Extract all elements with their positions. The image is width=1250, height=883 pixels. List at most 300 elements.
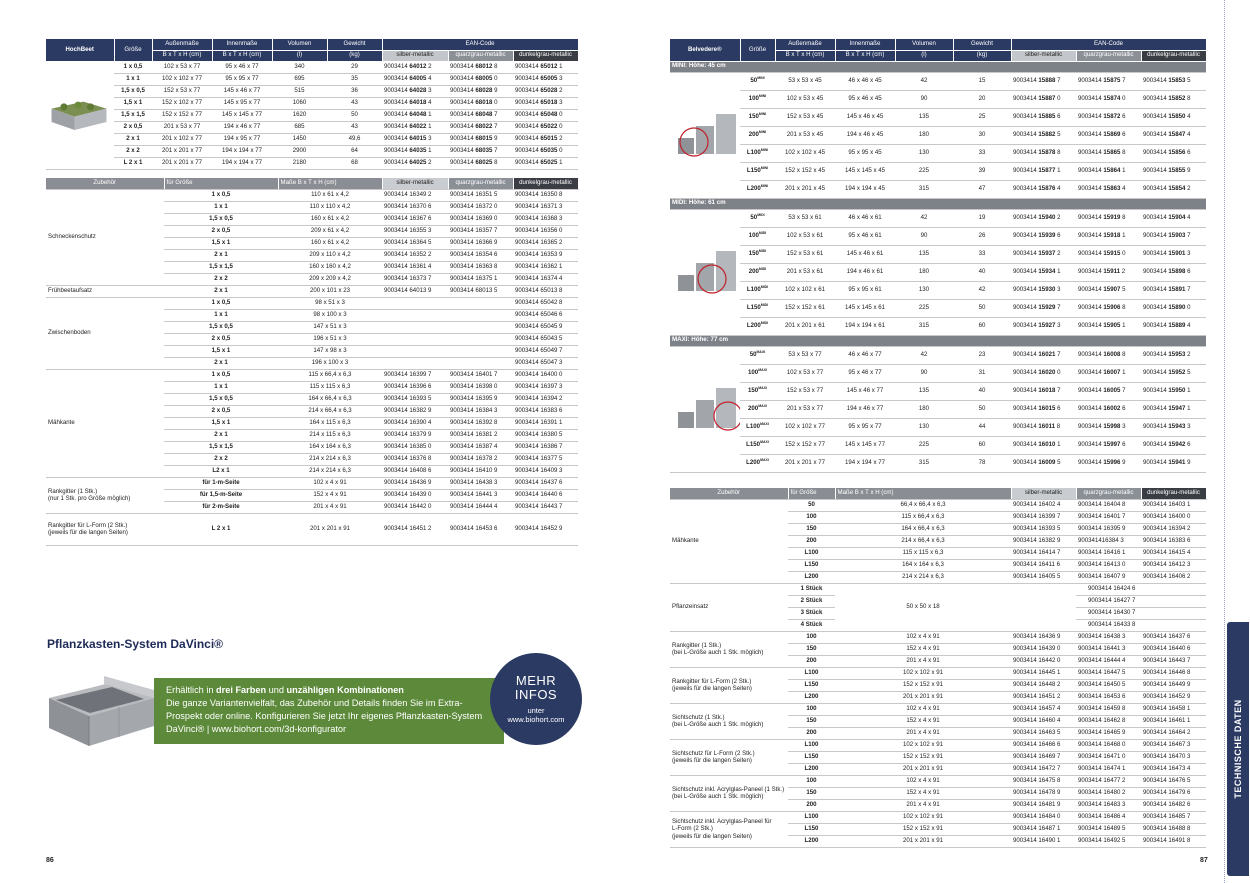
ean-cell: 9003414 65022 0	[513, 121, 578, 133]
ean-dunkel: 9003414 65047 3	[513, 357, 578, 369]
ean-silber: 9003414 16364 5	[382, 237, 448, 249]
ean-dunkel: 9003414 16383 6	[1141, 535, 1206, 547]
ean-quarz: 9003414 16453 6	[448, 513, 513, 545]
col-zubehoer: Zubehör	[670, 488, 788, 499]
dimensions: 201 x 201 x 91	[278, 513, 382, 545]
size: L100	[788, 547, 835, 559]
ean-silber: 9003414 64013 9	[382, 285, 448, 297]
belvedere-maxi-image	[672, 378, 740, 438]
ean-quarz: 9003414 16387 4	[448, 441, 513, 453]
ean-dunkel: 9003414 16394 2	[1141, 523, 1206, 535]
ean-cell: 9003414 68005 0	[448, 73, 513, 85]
aussen: 102 x 53 x 61	[775, 227, 835, 245]
accessory-label: Schneckenschutz	[46, 189, 164, 285]
gewicht: 47	[953, 180, 1011, 198]
page-number-left: 86	[46, 857, 54, 864]
ean-quarz: 9003414 16480 2	[1076, 787, 1141, 799]
ean-dunkel: 9003414 16437 6	[1141, 631, 1206, 643]
ean-cell: 9003414 64022 1	[382, 121, 448, 133]
unit-btxh: B x T x H (cm)	[152, 50, 212, 61]
ean-cell: 9003414 16008 8	[1076, 346, 1141, 364]
ean-cell: 9003414 15850 4	[1141, 108, 1206, 126]
table-row	[670, 180, 1206, 198]
accessory-label: Pflanzeinsatz	[670, 583, 788, 631]
dimensions: 214 x 214 x 6,3	[278, 453, 382, 465]
dimensions: 98 x 51 x 3	[278, 297, 382, 309]
ean-cell: 9003414 15855 9	[1141, 162, 1206, 180]
table-row	[46, 297, 578, 309]
ean-cell: 9003414 68035 7	[448, 145, 513, 157]
aussen: 102 x 102 x 45	[775, 144, 835, 162]
aussen: 201 x 201 x 77	[152, 145, 212, 157]
ean-cell: 9003414 15901 3	[1141, 245, 1206, 263]
ean-dunkel: 9003414 16482 6	[1141, 799, 1206, 811]
innen: 194 x 194 x 45	[835, 180, 895, 198]
ean-cell: 9003414 15998 3	[1076, 418, 1141, 436]
ean-silber	[382, 297, 448, 309]
ean-dunkel: 9003414 16412 3	[1141, 559, 1206, 571]
col-gewicht: Gewicht	[327, 39, 382, 50]
ean-silber: 9003414 16382 9	[1011, 535, 1076, 547]
ean-quarz: 9003414 16477 2	[1076, 775, 1141, 787]
table-row	[670, 144, 1206, 162]
ean-cell: 9003414 15940 2	[1011, 209, 1076, 227]
table-row	[670, 72, 1206, 90]
size: 1,5 x 1	[164, 237, 278, 249]
ean-quarz: 9003414 16401 7	[448, 369, 513, 381]
table-row	[670, 631, 1206, 643]
size: $150^{MINI}$	[740, 108, 775, 126]
ean-dunkel: 9003414 16368 3	[513, 213, 578, 225]
innen: 145 x 46 x 45	[835, 108, 895, 126]
ean-cell: 9003414 15898 6	[1141, 263, 1206, 281]
ean-silber: 9003414 16370 6	[382, 201, 448, 213]
ean-silber: 9003414 16405 5	[1011, 571, 1076, 583]
gewicht: 33	[953, 144, 1011, 162]
innen: 194 x 46 x 61	[835, 263, 895, 281]
table-row	[670, 90, 1206, 108]
ean-dunkel: 9003414 16386 7	[513, 441, 578, 453]
col-innen: Innenmaße	[835, 39, 895, 50]
innen: 46 x 46 x 77	[835, 346, 895, 364]
innen: 194 x 46 x 77	[835, 400, 895, 418]
ean-quarz: 9003414 16381 2	[448, 429, 513, 441]
ean-cell: 9003414 16007 1	[1076, 364, 1141, 382]
ean-cell: 9003414 68048 7	[448, 109, 513, 121]
aussen: 102 x 53 x 77	[152, 61, 212, 73]
col-zubehoer: Zubehör	[46, 178, 164, 189]
aussen: 201 x 201 x 45	[775, 180, 835, 198]
ean-cell: 9003414 15889 4	[1141, 317, 1206, 335]
size: 1 x 1	[164, 201, 278, 213]
dimensions: 102 x 102 x 91	[835, 667, 1011, 679]
product-name: HochBeet	[46, 39, 114, 61]
table-row	[670, 454, 1206, 472]
volumen: 515	[272, 85, 327, 97]
ean-cell: 9003414 65025 1	[513, 157, 578, 169]
ean-dunkel: 9003414 16400 0	[513, 369, 578, 381]
ean-silber: 9003414 16408 6	[382, 465, 448, 477]
ean-quarz: 9003414 16444 4	[1076, 655, 1141, 667]
dimensions: 50 x 50 x 18	[835, 583, 1011, 631]
aussen: 201 x 201 x 77	[152, 157, 212, 169]
innen: 194 x 194 x 77	[835, 454, 895, 472]
volumen: 685	[272, 121, 327, 133]
innen: 194 x 194 x 77	[212, 145, 272, 157]
belvedere-image-cell	[670, 72, 740, 198]
size: $150^{MIDI}$	[740, 245, 775, 263]
davinci-planter-image	[44, 668, 159, 750]
ean-silber: 9003414 16451 2	[382, 513, 448, 545]
dimensions: 66,4 x 66,4 x 6,3	[835, 499, 1011, 511]
size: $L100^{MINI}$	[740, 144, 775, 162]
ean-cell: 9003414 16020 0	[1011, 364, 1076, 382]
aussen: 53 x 53 x 45	[775, 72, 835, 90]
size: L150	[788, 823, 835, 835]
ean-quarz: 9003414 16486 4	[1076, 811, 1141, 823]
unit-btxh: B x T x H (cm)	[835, 50, 895, 61]
size: $200^{MIDI}$	[740, 263, 775, 281]
ean-quarz: 9003414 16441 3	[1076, 643, 1141, 655]
ean-dunkel: 9003414 16371 3	[513, 201, 578, 213]
size: 2 x 2	[164, 453, 278, 465]
ean-quarz: 9003414 16483 3	[1076, 799, 1141, 811]
ean-silber: 9003414 16436 9	[382, 477, 448, 489]
aussen: 201 x 53 x 77	[152, 121, 212, 133]
ean-dunkel: 9003414 16365 2	[513, 237, 578, 249]
volumen: 2180	[272, 157, 327, 169]
volumen: 135	[895, 245, 953, 263]
innen: 194 x 46 x 77	[212, 121, 272, 133]
ean-cell: 9003414 16424 6	[1076, 583, 1206, 595]
size: $100^{MAXI}$	[740, 364, 775, 382]
ean-dunkel: 9003414 16452 9	[1141, 691, 1206, 703]
ean-quarz: 9003414 16410 9	[448, 465, 513, 477]
ean-quarz	[448, 333, 513, 345]
ean-quarz	[448, 321, 513, 333]
gewicht: 19	[953, 209, 1011, 227]
col-groesse: Größe	[740, 39, 775, 61]
ean-cell: 9003414 15887 0	[1011, 90, 1076, 108]
belvedere-image-cell	[670, 209, 740, 335]
ean-dunkel: 9003414 16400 0	[1141, 511, 1206, 523]
gewicht: 25	[953, 108, 1011, 126]
dimensions: 102 x 4 x 91	[278, 477, 382, 489]
unit-btxh: B x T x H (cm)	[212, 50, 272, 61]
ean-silber: 9003414 16442 0	[1011, 655, 1076, 667]
col-dunkel: dunkelgrau-metallic	[1141, 488, 1206, 499]
ean-dunkel: 9003414 65049 7	[513, 345, 578, 357]
ean-cell: 9003414 15888 7	[1011, 72, 1076, 90]
volumen: 130	[895, 144, 953, 162]
aussen: 152 x 152 x 77	[775, 436, 835, 454]
ean-cell: 9003414 15939 6	[1011, 227, 1076, 245]
size: $200^{MAXI}$	[740, 400, 775, 418]
innen: 95 x 95 x 77	[212, 73, 272, 85]
gewicht: 33	[953, 245, 1011, 263]
section-header: MAXI: Höhe: 77 cm	[670, 335, 1206, 346]
ean-silber: 9003414 16373 7	[382, 273, 448, 285]
ean-quarz: 9003414 16438 3	[448, 477, 513, 489]
gewicht: 43	[327, 97, 382, 109]
ean-silber: 9003414 16414 7	[1011, 547, 1076, 559]
ean-cell: 9003414 15869 6	[1076, 126, 1141, 144]
gewicht: 40	[953, 382, 1011, 400]
ean-cell: 9003414 15872 6	[1076, 108, 1141, 126]
hochbeet-table	[46, 39, 579, 170]
ean-silber	[382, 357, 448, 369]
innen: 194 x 194 x 77	[212, 157, 272, 169]
size: 150	[788, 715, 835, 727]
ean-cell: 9003414 64012 2	[382, 61, 448, 73]
ean-dunkel: 9003414 16443 7	[1141, 655, 1206, 667]
unit-l: (l)	[895, 50, 953, 61]
dimensions: 115 x 115 x 6,3	[278, 381, 382, 393]
ean-cell: 9003414 65028 2	[513, 85, 578, 97]
volumen: 42	[895, 72, 953, 90]
col-volumen: Volumen	[895, 39, 953, 50]
size: $L100^{MAXI}$	[740, 418, 775, 436]
ean-silber: 9003414 16393 5	[382, 393, 448, 405]
aussen: 102 x 102 x 77	[152, 73, 212, 85]
gewicht: 15	[953, 72, 1011, 90]
ean-quarz	[448, 357, 513, 369]
table-row	[670, 418, 1206, 436]
ean-silber: 9003414 16469 7	[1011, 751, 1076, 763]
aussen: 102 x 53 x 77	[775, 364, 835, 382]
ean-silber: 9003414 16478 9	[1011, 787, 1076, 799]
ean-silber: 9003414 16382 9	[382, 405, 448, 417]
aussen: 201 x 53 x 61	[775, 263, 835, 281]
accessory-label: Sichtschutz inkl. Acrylglas-Paneel (1 Stk.) (bei L-Größe auch 1 Stk. möglich)	[670, 775, 788, 811]
size: 100	[788, 775, 835, 787]
ean-dunkel: 9003414 16409 3	[513, 465, 578, 477]
aussen: 152 x 53 x 45	[775, 108, 835, 126]
table-row	[46, 369, 578, 381]
ean-quarz: 9003414 16462 8	[1076, 715, 1141, 727]
ean-silber: 9003414 16481 9	[1011, 799, 1076, 811]
innen: 145 x 145 x 45	[835, 162, 895, 180]
size: $L150^{MAXI}$	[740, 436, 775, 454]
accessory-label: Mähkante	[670, 499, 788, 583]
dimensions: 147 x 51 x 3	[278, 321, 382, 333]
ean-cell: 9003414 15890 0	[1141, 299, 1206, 317]
gewicht: 43	[327, 121, 382, 133]
dimensions: 201 x 4 x 91	[835, 799, 1011, 811]
accessory-label: Rankgitter (1 Stk.) (bei L-Größe auch 1 Stk. möglich)	[670, 631, 788, 667]
size: 150	[788, 643, 835, 655]
ean-quarz	[448, 309, 513, 321]
ean-cell: 9003414 15996 9	[1076, 454, 1141, 472]
innen: 194 x 46 x 45	[835, 126, 895, 144]
volumen: 315	[895, 180, 953, 198]
volumen: 135	[895, 108, 953, 126]
ean-dunkel: 9003414 16485 7	[1141, 811, 1206, 823]
innen: 95 x 46 x 77	[212, 61, 272, 73]
dimensions: 160 x 160 x 4,2	[278, 261, 382, 273]
size: $L200^{MIDI}$	[740, 317, 775, 335]
promo-title: Pflanzkasten-System DaVinci®	[47, 637, 224, 651]
ean-cell: 9003414 15882 5	[1011, 126, 1076, 144]
ean-silber: 9003414 16445 1	[1011, 667, 1076, 679]
page-number-right: 87	[1200, 857, 1208, 864]
ean-dunkel: 9003414 16391 1	[513, 417, 578, 429]
size: 2 x 0,5	[164, 333, 278, 345]
size: L150	[788, 559, 835, 571]
size: 200	[788, 799, 835, 811]
size: 1,5 x 1	[164, 345, 278, 357]
ean-quarz: 9003414 16438 3	[1076, 631, 1141, 643]
ean-cell: 9003414 16009 5	[1011, 454, 1076, 472]
unit-kg: (kg)	[953, 50, 1011, 61]
size: 150	[788, 523, 835, 535]
size: $L150^{MINI}$	[740, 162, 775, 180]
size: 4 Stück	[788, 619, 835, 631]
col-quarz: quarzgrau-metallic	[1076, 50, 1141, 61]
dimensions: 214 x 214 x 6,3	[835, 571, 1011, 583]
size: 1,5 x 0,5	[164, 321, 278, 333]
ean-cell: 9003414 15875 7	[1076, 72, 1141, 90]
ean-dunkel: 9003414 16461 1	[1141, 715, 1206, 727]
ean-quarz: 9003414 16465 9	[1076, 727, 1141, 739]
ean-cell: 9003414 65018 3	[513, 97, 578, 109]
ean-cell: 9003414 68018 0	[448, 97, 513, 109]
ean-dunkel: 9003414 16415 4	[1141, 547, 1206, 559]
ean-silber: 9003414 16466 6	[1011, 739, 1076, 751]
gewicht: 68	[327, 157, 382, 169]
ean-cell: 9003414 15878 8	[1011, 144, 1076, 162]
innen: 46 x 46 x 61	[835, 209, 895, 227]
size: 1 x 1	[164, 381, 278, 393]
ean-cell: 9003414 15937 2	[1011, 245, 1076, 263]
more-info-badge[interactable]: MEHR INFOS unter www.biohort.com	[490, 653, 582, 745]
ean-quarz: 9003414 16453 6	[1076, 691, 1141, 703]
aussen: 201 x 201 x 61	[775, 317, 835, 335]
belvedere-table	[670, 39, 1207, 473]
ean-dunkel: 9003414 16440 6	[513, 489, 578, 501]
gewicht: 50	[327, 109, 382, 121]
gewicht: 30	[953, 126, 1011, 144]
ean-dunkel: 9003414 65042 8	[513, 297, 578, 309]
ean-quarz: 9003414 16413 0	[1076, 559, 1141, 571]
size: 100	[788, 511, 835, 523]
innen: 145 x 46 x 61	[835, 245, 895, 263]
col-masse: Maße B x T x H (cm)	[835, 488, 1011, 499]
col-ean: EAN-Code	[382, 39, 578, 50]
ean-cell: 9003414 16011 8	[1011, 418, 1076, 436]
ean-silber	[382, 321, 448, 333]
ean-silber: 9003414 16451 2	[1011, 691, 1076, 703]
innen: 194 x 194 x 61	[835, 317, 895, 335]
size: 1 x 0,5	[114, 61, 152, 73]
size: 2 x 1	[114, 133, 152, 145]
size: L150	[788, 751, 835, 763]
volumen: 1060	[272, 97, 327, 109]
gewicht: 50	[953, 400, 1011, 418]
ean-dunkel: 9003414 65043 5	[513, 333, 578, 345]
size: 1,5 x 0,5	[164, 393, 278, 405]
size: L200	[788, 835, 835, 847]
table-row	[670, 811, 1206, 823]
ean-dunkel: 9003414 65046 6	[513, 309, 578, 321]
gewicht: 31	[953, 364, 1011, 382]
size: $100^{MINI}$	[740, 90, 775, 108]
ean-cell: 9003414 16002 6	[1076, 400, 1141, 418]
ean-silber: 9003414 16490 1	[1011, 835, 1076, 847]
size: L150	[788, 679, 835, 691]
ean-silber: 9003414 16457 4	[1011, 703, 1076, 715]
size: L100	[788, 811, 835, 823]
ean-quarz: 9003414 16492 5	[1076, 835, 1141, 847]
accessory-label: Mähkante	[46, 369, 164, 477]
ean-silber: 9003414 16436 9	[1011, 631, 1076, 643]
size: $50^{MINI}$	[740, 72, 775, 90]
ean-dunkel: 9003414 16458 1	[1141, 703, 1206, 715]
ean-quarz	[448, 297, 513, 309]
gewicht: 60	[953, 317, 1011, 335]
table-row	[670, 346, 1206, 364]
dimensions: 152 x 152 x 91	[835, 823, 1011, 835]
volumen: 42	[895, 209, 953, 227]
size: 1 x 1	[114, 73, 152, 85]
zubehoer-table-left	[46, 178, 579, 546]
volumen: 90	[895, 364, 953, 382]
table-row	[670, 400, 1206, 418]
size: für 1-m-Seite	[164, 477, 278, 489]
size: 1,5 x 1,5	[164, 261, 278, 273]
ean-cell: 9003414 15930 3	[1011, 281, 1076, 299]
ean-dunkel: 9003414 16470 3	[1141, 751, 1206, 763]
aussen: 152 x 152 x 61	[775, 299, 835, 317]
ean-quarz: 9003414 16375 1	[448, 273, 513, 285]
ean-quarz: 9003414 16471 0	[1076, 751, 1141, 763]
innen: 145 x 95 x 77	[212, 97, 272, 109]
size: 1,5 x 0,5	[164, 213, 278, 225]
ean-dunkel: 9003414 16380 5	[513, 429, 578, 441]
size: 1,5 x 1,5	[114, 109, 152, 121]
size: $50^{MIDI}$	[740, 209, 775, 227]
dimensions: 115 x 66,4 x 6,3	[278, 369, 382, 381]
aussen: 102 x 102 x 61	[775, 281, 835, 299]
volumen: 90	[895, 90, 953, 108]
dimensions: 110 x 110 x 4,2	[278, 201, 382, 213]
size: L 2 x 1	[114, 157, 152, 169]
ean-cell: 9003414 68012 8	[448, 61, 513, 73]
ean-quarz: 9003414 16395 9	[1076, 523, 1141, 535]
dimensions: 115 x 66,4 x 6,3	[835, 511, 1011, 523]
dimensions: 102 x 102 x 91	[835, 739, 1011, 751]
ean-silber: 9003414 16393 5	[1011, 523, 1076, 535]
ean-dunkel: 9003414 16491 8	[1141, 835, 1206, 847]
ean-dunkel: 9003414 16464 2	[1141, 727, 1206, 739]
accessory-label: Sichtschutz (1 Stk.) (bei L-Größe auch 1 Stk. möglich)	[670, 703, 788, 739]
volumen: 130	[895, 281, 953, 299]
size: L 2 x 1	[164, 513, 278, 545]
ean-dunkel: 9003414 16443 7	[513, 501, 578, 513]
volumen: 225	[895, 299, 953, 317]
ean-dunkel: 9003414 16377 5	[513, 453, 578, 465]
gewicht: 35	[327, 73, 382, 85]
gewicht: 40	[953, 263, 1011, 281]
gewicht: 36	[327, 85, 382, 97]
ean-cell: 9003414 64018 4	[382, 97, 448, 109]
ean-cell: 9003414 65035 0	[513, 145, 578, 157]
ean-cell: 9003414 64005 4	[382, 73, 448, 85]
side-tab[interactable]: TECHNISCHE DATEN	[1227, 622, 1249, 876]
size: 2 x 1	[164, 285, 278, 297]
ean-quarz: 9003414 16398 0	[448, 381, 513, 393]
ean-cell: 9003414 15864 1	[1076, 162, 1141, 180]
